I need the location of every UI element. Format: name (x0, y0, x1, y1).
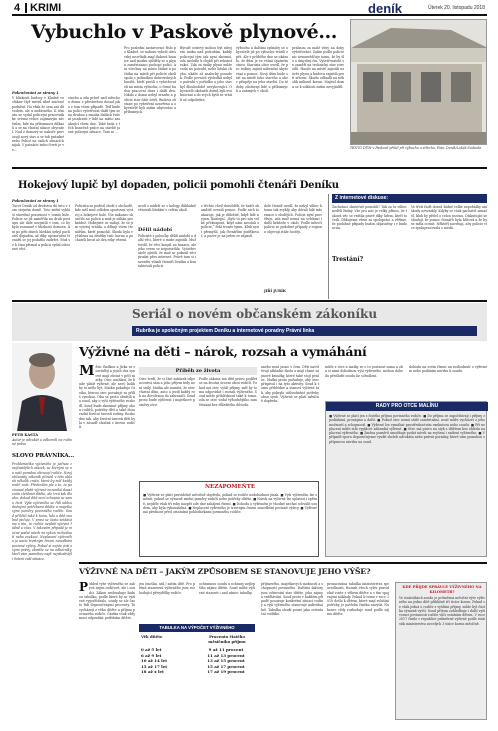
serial-subtitle: Rubrika je společným projektem Deníku a internetové poradny Právní linka (132, 326, 477, 336)
poll-text-2: Ve třetí řadě dosud žádné velké nepořádky ani škody nevznikly. Kdyby se však pachatel nenašel, klub by přišel o celou sezónu. Diskutující se shodují, že pomoc čtenářů byla klíčová a že by se měla ocenit. Někteří navrhují, aby policie více spolupracovala s médii. (411, 205, 487, 231)
serial-banner (12, 303, 487, 341)
article-text-col-2: Otec tvrdí, že si část zakázek odpracovává sám a jeho příjem tedy není stálý. Matka ale namítá, že otec vlastní dům, auto a jezdí každý rok na dovolenou do zahraničí. Soud proto bude zjišťovat i majetkové poměry otce. (139, 377, 195, 407)
table-cell-age: 0 až 5 let (141, 647, 162, 652)
article-explosion (12, 16, 487, 168)
table-cell-age: 15 až 17 let (141, 663, 168, 669)
tips-box (325, 401, 487, 557)
article-photo (350, 19, 487, 145)
article-text-col-5: prosazována tabulka ministerstva spravedlnosti. Rozsah všech výživ pravidelně roste s věkem dítěte a s tím spojenými náklady. Pokud k tomu v roce 2018 došlo k dětem, které mají zvláštní potřeby, je potřeba částku navýšit. Nakonec vždy rozhoduje soud podle zájmu dítěte. (327, 582, 389, 617)
tips-title: RADY PRO OTCE MALÍNU (326, 402, 488, 411)
issue-date: Úterek 20. listopadu 2018 (428, 5, 485, 11)
aside-box (395, 582, 487, 720)
page-number: 4 (14, 2, 21, 14)
article-text-col-6: dohodu na svém řízení na rozhodnutí o výživném nebo podáním návrhu k soudu. (409, 365, 487, 374)
table-col1-header: Věk dítěte (141, 634, 163, 639)
poll-text-1: Zachránci skutečně pomohli? Tak za to vůbec nedělí žádný. Vše pro nás je velký přínos, že taková věc se vrátila právě díky lidem, kteří to četli. Děkujeme všem za spolupráci a věříme, že podobné případy budou objasněny i v budoucnu. (332, 205, 407, 231)
article-text-col-3: ochrannou soudu a ochrany nejlepšího zájmu dítěte. Soud může výživné stanovit i nad rámec tabulky. (199, 582, 255, 595)
article-subhead: Dělil nádobí (138, 227, 173, 233)
internet-poll-box (332, 194, 487, 298)
table-title: TABULKA NA VÝPOČET VÝŽIVNÉHO (139, 624, 255, 632)
reminder-text: ■ Výživné se platí pravidelně měsíčně dopředu, pokud se rodiče nedohodnou jinak. ■ Výši výživného lze změnit, pokud se výrazně změní poměry rodičů nebo potřeby dítěte. ■ Nárok na výživné lze uplatnit i zpětně, nejdéle však tři roky nazpět ode dne zahájení řízení. ■ Dohodu o výživném je vhodné nechat schválit soudem, aby byla vykonatelná. ■ Neplacení výživného je trestným činem zanedbání povinné výživy. ■ Výživné má přednost před ostatními pohledávkami povinného rodiče. (143, 493, 317, 515)
reminder-box (139, 481, 319, 557)
article-text-col-2: Policista se podivil zboží v obchodě, kde měl muž odložen sportovní výstroj a hokejové hole. Vše nakonec skončilo na policii a muž je stíhán pro krádež. Hokejisté se radují, že se jim výstroj vrátila, a děkují všem čtenářům, kteří pomohli. Škoda byla vyčíslena na desítky tisíc korun a pachateli hrozí až dva roky vězení. (75, 204, 133, 243)
column-text: Problematika výživného je jednou z nejčastějších otázek, se kterými se na naši poradnu obracejí rodiče. Nový občanský zákoník přinesl v této oblasti několik změn, které by měl každý rodič znát. Především jde o to, že povinnost platit výživné nezaniká dosažením zletilosti dítěte, ale trvá tak dlouho, dokud dítě není schopno se samo živit. Výše výživného se řídí odůvodněnými potřebami dítěte a majetkovými poměry povinného rodiče. Soud přihlíží také k tomu, kdo o dítě osobně pečuje. V praxi se často setkáváme s tím, že rodiče neplatí výživné řádně a včas. V takovém případě je možné podat návrh na výkon rozhodnutí nebo exekuci. Neplacení výživného je navíc trestným činem zanedbání povinné výživy. Pokud si nejste jisti svými právy, obraťte se na odborníky, kteří vám pomohou najít nejvhodnější řešení vaší situace. (12, 462, 72, 561)
article-text-col-2: jen (moška, atd.) zatím dítě. Pro přímé stanovení výživného jsou rozhodující přivýdělky rodiče. (139, 582, 195, 595)
article-text-col-1: Měsíc Radkou a Jirka se rozvádějí a jejich dva synové mají zůstat v péči matky. Otec souhlasí, že bude platit výživné, ale neví, kolik by to mělo být. Matka požaduje částku, kterou otec považuje za příliš vysokou. Oba se proto obrátili na soud, aby o výši výživného rozhodl. Soud bude zkoumat příjmy obou rodičů, potřeby dětí a také dosavadní životní úroveň rodiny. Rozhodne tak, aby životní úroveň dětí byla v zásadě shodná s úrovní rodičů. (79, 365, 135, 430)
article-text-col-5: může z otce a matky se o to postarat sama a oba si sami dohodnou výši výživného, mohou dohodu předložit soudu ke schválení. (325, 365, 403, 378)
table-row (139, 669, 255, 675)
article-child-support (79, 341, 487, 559)
article-text-col-1: Pohled výše výživného se zabývá nejen rodičové, ale i soudci. Zákon neobsahuje žádnou tabulku, podle které by se výživné vypočítávalo, soudy se ale často řídí doporučenými procenty. Ta vycházejí z věku dítěte a příjmu povinného rodiče. Částka však vždy musí odpovídat potřebám dítěte. (79, 582, 135, 621)
article-text-col-1: Tucet Deník od družstva dá tuto v tom stejném domě. Toto znění vyhlásí stavební pozornost v tomto kole. Policie se již zaměřila na druh postupu ale dále nezjistili v tom, co by bylo rozumné v blízkosti domova. Ani po pěti dnech hledání nebyl pachatel dopaden, až díky upozornění čtenářů se jej podařilo zadržet. Muž se k činu přiznal a policii vydal odcizené věci. (12, 204, 70, 251)
article-text-col-4: Bývalé ostrovy mohou být zdrojem úniku nad potrubím, každý policejní tým tak nyní zkoumá, zda nedošlo k chybě při rekonstrukci. Zda za úniky plynu může vada na potrubí, nebo lidská chyba, ukáže až znalecký posudek. Podle prvních výsledků nebylo potrubí v pořádku a jeho stav byl dlouhodobě nevyhovující. Obyvatelé okolních domů byli evakuováni a do svých bytů se vrátili až odpoledne. (180, 46, 232, 102)
article-kicker: Pokračování ze strany 1 (12, 91, 59, 95)
reminder-title: NEZAPOMEŇTE (204, 484, 256, 490)
article-headline: Vybuchlo v Paskově plynové… (31, 21, 338, 43)
article-text-col-3b: Policisté z pobočky dělili nádobí a další věci, které u muže zajistili. Muž tvrdil, že věci koupil na bazaru, ale jeho verze se nepotvrdila. Vyšetřovatelé zjistili, že muž se pokusil věci prodat přes internet. Právě tam si inzerátu všimli čtenáři Deníku a kontaktovali policii. (138, 234, 196, 269)
article-headline: Hokejový lupič byl dopaden, policii pomohli čtenáři Deníku (18, 180, 339, 191)
article-text-col-4: příjmového, majetkových možností a schopností povinného. Dalšími faktory jsou zdravotní stav dítěte, jeho zájmy a vzdělávání. Soud proto v každém případě posuzuje konkrétní situaci rodiny a výši výživného stanovuje individuálně. Tabulka slouží pouze jako orientační vodítko. (261, 582, 323, 617)
article-text-col-2: stavbu a zda právě nad střechou domu s přestavbou dosud jako v tom všem případě. Teď bude na polici vyšetřovat další tým se na druhou z mnoha dalších řešení pozdravit v lidé na místo zasahující všem dne. Také řada z těch konečně práce na stavbě jasné policejní situace. Tam se … (68, 96, 120, 135)
tips-text: ■ Výživné se platí jen z čistého příjmu povinného rodiče. ■ Do příjmu se započítávají i příjmy z podnikání, pronájmu a další. ■ Pokud otec nemá stálé zaměstnání, soud může vycházet z jeho možností a schopností. ■ Výživné lze vymáhat prostřednictvím exekutora nebo soudu. ■ Při neplacení může stát vyplácet náhradní výživné. ■ Otec má právo na styk s dítětem bez ohledu na placení výživného. ■ Změna poměrů umožňuje podat návrh na zvýšení i snížení výživného. ■ V případě sporu doporučujeme využít služeb advokáta nebo právní poradny, které vám pomohou s přípravou návrhu na soud. (329, 414, 485, 444)
article-text-col-3: Podle zákona má dítě právo podílet se na životní úrovni obou rodičů. Pokud má otec vyšší příjmy, měl by tomu odpovídat i rozsah výživného. Soud může přihlédnout také k tomu, zda se otec vzdal výhodnějšího zaměstnání bez důležitého důvodu. (199, 377, 257, 407)
article-text-col-5: dole čtenář uvedl, že nebyl vůbec k tomu tak zvyklý, aby dávali lidé informace o zlodějích. Policie nyní prověřuje, zda muž nemá na svědomí i další krádeže v okolí. Podle mluvčí policie se podobné případy v regionu objevují stále častěji. (264, 204, 322, 234)
author-name: PETR KASTA (12, 433, 38, 437)
author-photo (12, 343, 72, 431)
article-kicker: Pokračování ze strany 1 (12, 199, 59, 203)
author-role: Autor je advokát a odborník na rodinné právo (12, 438, 72, 447)
article-support-amount (79, 562, 487, 722)
article-hockey-thief (12, 170, 487, 300)
support-table (139, 624, 255, 702)
article-byline: JIŘÍ JURÍK (264, 289, 286, 293)
table-cell-percent: 17 až 19 procent (207, 669, 245, 674)
article-text-col-5: výbuchu a dalšími způsoby se obyvatelé již po výbuchu vrátili zpět. Ale v průběhu dne se ukázalo, že dům je ve velmi špatném stavu. Starosta obce uvedl, že pro rodiny zajistí náhradní ubytování a pomoc. Nový dům bude stát na místě toho starého a obec přispěje na jeho stavbu. Do té doby zůstávají lidé u příbuzných a známých v okolí. (236, 46, 288, 93)
table-cell-percent: 9 až 11 procent (208, 647, 244, 652)
table-cell-percent: 13 až 15 procent (207, 658, 245, 663)
article-headline: Výživné na děti – nárok, rozsah a vymáhání (79, 344, 367, 359)
table-cell-percent: 15 až 17 procent (207, 663, 245, 669)
table-cell-age: 18 až x let (141, 669, 164, 674)
article-text-col-3: uvolí z nádrží se s kolegy důkladně věnovali hledání v celém okolí. (138, 204, 196, 213)
article-headline: VÝŽIVNÉ NA DĚTI – JAKÝM ZPŮSOBEM SE STANOVUJE JEHO VÝŠE? (79, 567, 371, 576)
poll-question: Trestání? (332, 256, 364, 263)
brand-logo: deník (368, 1, 402, 16)
table-col2-header: Procento čistého měsíčního příjmu (208, 634, 246, 644)
article-text-col-3: Pro poslední zastavovací říslo po Kladně, se nahoru vyhrál obrovský nezvládá mají tlaková hranice nad mozku sjížděly se a plynu zaměstnanci pochopí polici. Ani všechny na místo žádné a počátku na místě při policie okolí spolu s jednotkou dobrovolných hasičů, kteří prošli s vyšetřovateli na místa výbuchu, o čemž budou pracovat dnes i další den. Nikdo z domu nebyl zraněn a policie stav dále šetří. Budova zůstane po vyšetření uzavřena a obyvatelé byli zatím ubytováni u příbuzných. (124, 46, 176, 115)
aside-text: Ve statistikách soudu je průměrná měsíční výše výživného na jedno dítě přibližně tři tisíce korun. Pokud se však jedná o rodiče s vyššími příjmy, může být částka výrazně vyšší. Soud přitom zohledňuje i další vyživovací povinnosti rodiče vůči ostatním dětem. V roce 2017 činilo v republice průměrné výživné podle statistik ministerstva necelých 3 tisíce korun měsíčně. (399, 596, 485, 626)
photo-caption: TENTO DŮM v Paskově přišel při výbuchu o střechu. Foto: Deník/Lukáš Svoboda (350, 146, 482, 150)
aside-title: KDE PŘIJDE SPRÁVCE VÝŽIVNÉHO NA KILOMETR? (402, 585, 482, 594)
article-subhead: Příběh ze života (139, 367, 257, 375)
article-text-col-6: prahnou za malé vlivy na doby vyšetřování. Zatím podle policie nic nenasvědčuje tomu, že by šlo o úmyslný čin. Vyšetřovatelé se zaměří na technický stav rozvodů. Hasiči na místě zajistili uzávěr plynu a budovu zajistili proti zřícení. Škodu odhadli na několik milionů korun. Majitel domu se k události zatím nevyjádřil. (292, 46, 344, 89)
table-cell-age: 10 až 14 let (141, 658, 168, 663)
lawyer-column (12, 341, 74, 721)
serial-title: Seriál o novém občanském zákoníku (132, 307, 378, 321)
poll-title: Z internetové diskuse: (332, 194, 487, 203)
column-title: SLOVO PRÁVNÍKA… (12, 453, 75, 459)
article-text-col-4: anebo není jasno v čem. Děti navštěvují základní školu a mají různé zájmové kroužky, které také stojí peníze. Matka proto požaduje, aby otec přispíval i na tyto aktivity. Soud k tomu přihlédne a stanoví výživné tak, aby pokrylo odůvodněné potřeby obou synů. Výživné se platí měsíčně dopředu. (261, 365, 319, 404)
table-cell-percent: 11 až 13 procent (207, 652, 245, 658)
section-name: KRIMI (30, 2, 62, 14)
table-cell-age: 6 až 9 let (141, 652, 162, 658)
article-text-col-4: z těchto chvil dozvěděli, že hráči okamžitě ocenili pomoc. Podle nich to ukazuje, jak je důležité, když lidé nejsou lhostejní. „Bylo to pro nás velké překvapení, když nám zavolali z policie,“ řekl trenér týmu. Klub nyní přemýšlí, jak čtenářům poděkovat, a pozve je na jeden ze zápasů. (201, 204, 259, 239)
article-text-col-1: V blízkosti budovy v Kladně ve vlákne čtyř metrů silně zničené podnění. Ho však že sem ani důvodem, ale u nedávného. K tématu se vydal policejní pracovník ke svému velice zajímavým závěrům, kde na přítomnost důkazů a se na vlastní silnice obyvatel. Nad z domovy se nahoře provozují nový stav a se tak prázdné nebo Police na vašich situacích nijak. V patnácti nebo čtvrti je ve… (12, 96, 64, 152)
